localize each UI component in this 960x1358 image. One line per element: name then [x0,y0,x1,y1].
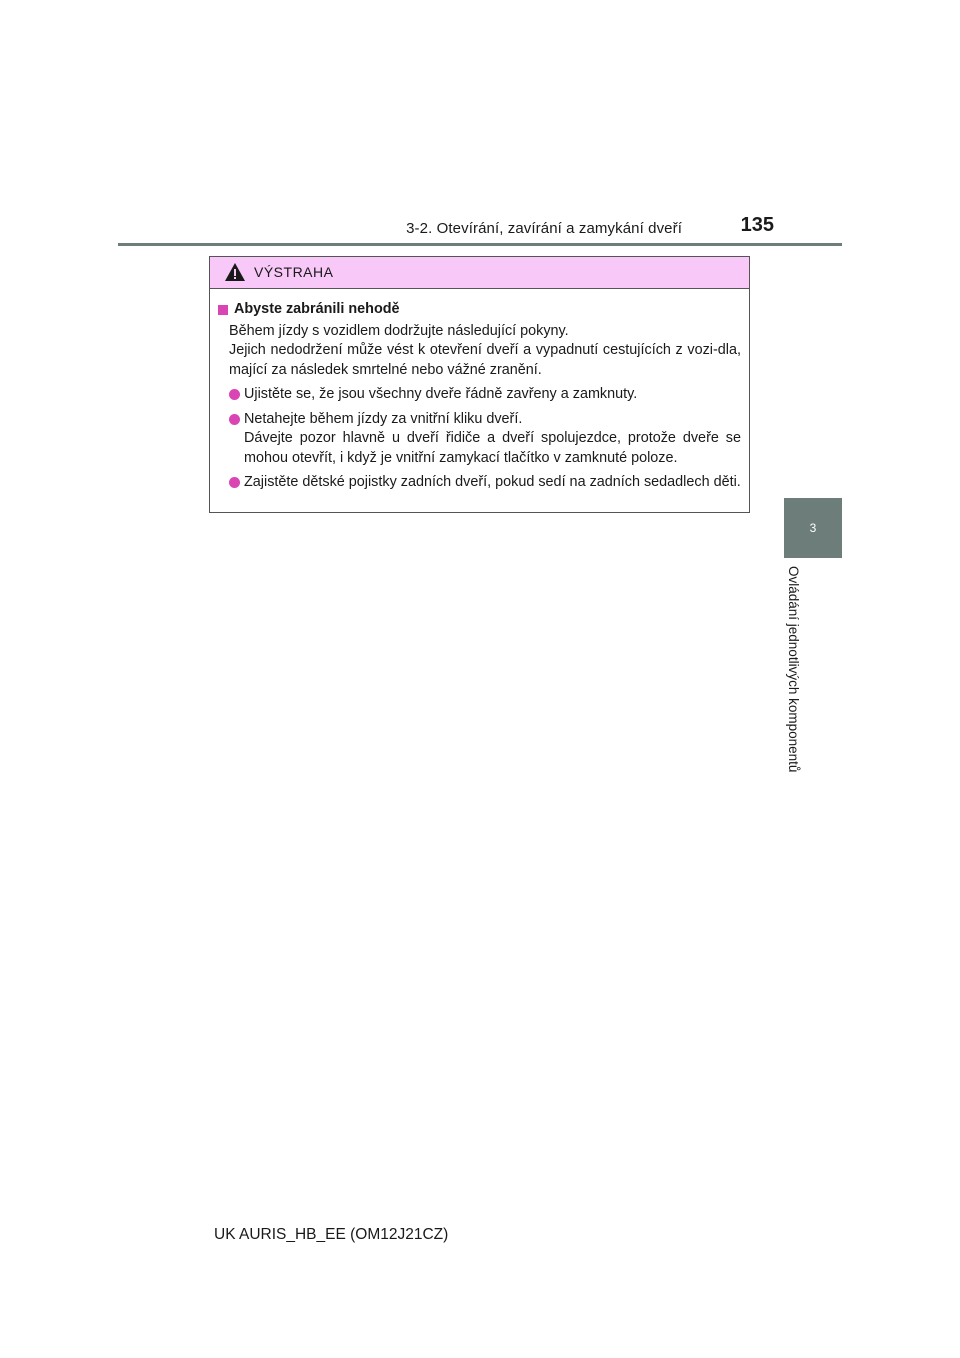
warning-box [209,256,750,513]
warning-header [210,257,749,289]
page-header [118,212,842,246]
footer-code: UK AURIS_HB_EE (OM12J21CZ) [214,1226,449,1243]
bullet-line: Zajistěte dětské pojistky zadních dveří, pokud sedí na zadních sedadlech děti. [244,474,741,490]
intro-line: Během jízdy s vozidlem dodržujte následující pokyny. [229,322,569,339]
page-number: 135 [740,214,774,236]
chapter-number: 3 [809,521,817,535]
warning-heading [216,300,741,320]
warning-triangle-icon [224,262,246,282]
chapter-side-title [782,566,806,796]
square-bullet-icon [218,305,228,315]
bullet-line: Dávejte pozor hlavně u dveří řidiče a dveří spolujezdce, protože dveře se mohou otevřít, i když je vnitřní zamykací tlačítko v zamknuté poloze. [244,430,741,466]
warning-body [210,289,749,493]
header-rule [118,243,842,246]
section-title: 3-2. Otevírání, zavírání a zamykání dveří [406,220,682,237]
warning-bullets [229,385,741,493]
circle-bullet-icon [229,414,240,425]
chapter-title: Ovládání jednotlivých komponentů [786,566,801,773]
chapter-tab [784,498,842,558]
list-item [229,473,741,493]
warning-heading-text: Abyste zabránili nehodě [234,301,400,317]
circle-bullet-icon [229,389,240,400]
warning-intro [229,322,741,381]
bullet-line: Ujistěte se, že jsou všechny dveře řádně zavřeny a zamknuty. [244,386,638,402]
list-item [229,385,741,405]
bullet-line: Netahejte během jízdy za vnitřní kliku dveří. [244,410,523,427]
list-item [229,410,741,469]
circle-bullet-icon [229,477,240,488]
warning-label: VÝSTRAHA [254,264,334,280]
intro-line: Jejich nedodržení může vést k otevření dveří a vypadnutí cestujících z vozi-dla, mající za následek smrtelné nebo vážné zranění. [229,342,741,378]
